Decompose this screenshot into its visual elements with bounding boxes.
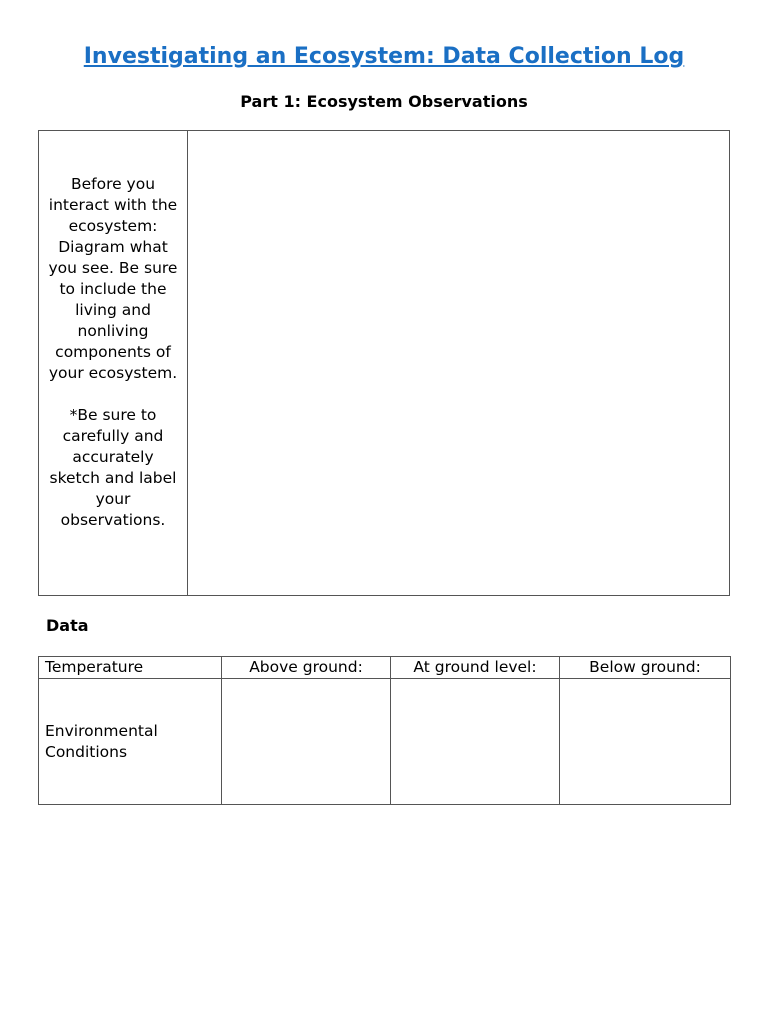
ground-level-header: At ground level: [391, 657, 560, 679]
environmental-conditions-line2: Conditions [45, 742, 128, 761]
environmental-conditions-line1: Environmental [45, 721, 158, 740]
observation-note-text: *Be sure to carefully and accurately sketch and label your observations. [49, 406, 177, 529]
observation-instructions-text: Before you interact with the ecosystem: Diagram what you see. Be sure to include the living and nonliving components of your ecosystem. [48, 175, 178, 382]
below-ground-entry-cell[interactable] [560, 679, 731, 805]
data-table [38, 656, 731, 805]
below-ground-header: Below ground: [560, 657, 731, 679]
data-heading: Data [46, 616, 89, 635]
observation-instructions-cell [39, 131, 188, 596]
temperature-label: Temperature [39, 657, 222, 679]
data-table-header-row [39, 657, 731, 679]
part-heading: Part 1: Ecosystem Observations [240, 92, 528, 111]
diagram-area-cell[interactable] [188, 131, 730, 596]
above-ground-header: Above ground: [222, 657, 391, 679]
data-table-row [39, 679, 731, 805]
document-title: Investigating an Ecosystem: Data Collection Log [83, 44, 685, 69]
above-ground-entry-cell[interactable] [222, 679, 391, 805]
environmental-conditions-label [39, 679, 222, 805]
observation-table [38, 130, 730, 596]
ground-level-entry-cell[interactable] [391, 679, 560, 805]
observation-row [39, 131, 730, 596]
